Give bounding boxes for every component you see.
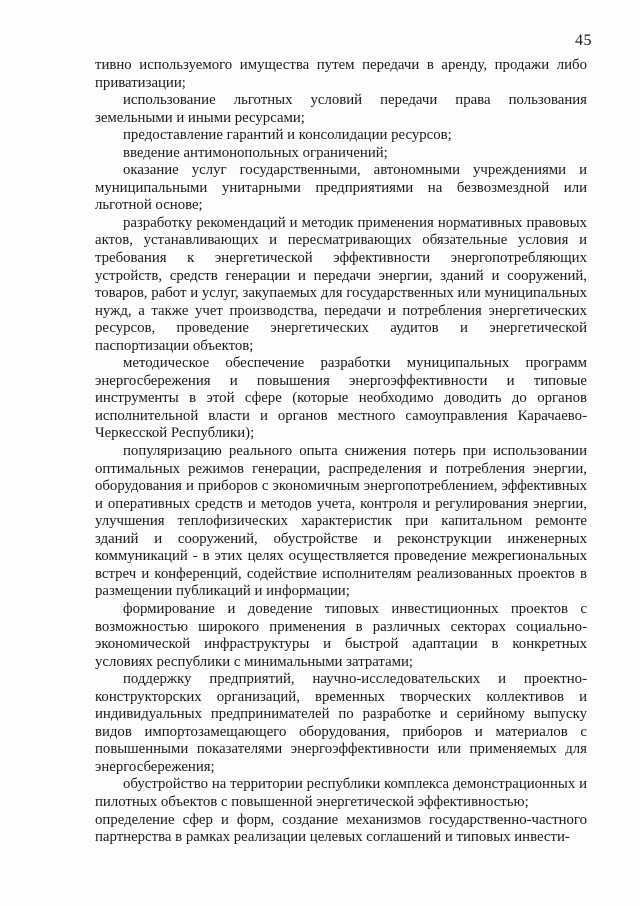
paragraph-popularization: популяризацию реального опыта снижения потерь при использовании оптимальных режимов генерации, распределения и потребления энергии, оборудования и приборов с экономичным энергопотреблением, эффективных и оперативных средств и методов учета, контроля и регулирования энергии, улучшения теплофизических характеристик при капитальном ремонте зданий и сооружений, обустройстве и реконструкции инженерных коммуникаций - в этих целях осуществляется проведение межрегиональных встреч и конференций, содействие исполнителям реализованных проектов в размещении публикаций и информации; [95, 443, 587, 600]
paragraph-land-use-privileges: использование льготных условий передачи права пользования земельными и иными ресурсами; [95, 92, 587, 126]
paragraph-enterprise-support: поддержку предприятий, научно-исследовательских и проектно-конструкторских организаций, временных творческих коллективов и индивидуальных предпринимателей по разработке и серийному выпуску видов импортозамещающего оборудования, приборов и материалов с повышенными показателями энергоэффективности или применяемых для энергосбережения; [95, 671, 587, 775]
paragraph-continuation: тивно используемого имущества путем передачи в аренду, продажи либо приватизации; [95, 57, 587, 91]
paragraph-demonstration-objects: обустройство на территории республики комплекса демонстрационных и пилотных объектов с повышенной энергетической эффективностью; [95, 776, 587, 810]
paragraph-services: оказание услуг государственными, автономными учреждениями и муниципальными унитарными предприятиями на безвозмездной или льготной основе; [95, 162, 587, 214]
paragraph-methodical-support: методическое обеспечение разработки муниципальных программ энергосбережения и повышения энергоэффективности и типовые инструменты в этой сфере (которые необходимо доводить до органов исполнительной власти и органов местного самоуправления Карачаево-Черкесской Республики); [95, 355, 587, 442]
paragraph-antimonopoly: введение антимонопольных ограничений; [123, 144, 388, 161]
document-body [95, 57, 587, 847]
paragraph-recommendations: разработку рекомендаций и методик применения нормативных правовых актов, устанавливающих и пересматривающих обязательные условия и требования к энергетической эффективности энергопотребляющих устройств, средств генерации и передачи энергии, зданий и сооружений, товаров, работ и услуг, закупаемых для государственных или муниципальных нужд, а также учет производства, передачи и потребления энергетических ресурсов, проведение энергетических аудитов и энергетической паспортизации объектов; [95, 214, 587, 354]
paragraph-partnership: определение сфер и форм, создание механизмов государственно-частного партнерства в рамках реализации целевых соглашений и типовых инвести- [95, 811, 587, 846]
paragraph-investment-projects: формирование и доведение типовых инвестиционных проектов с возможностью широкого применения в различных секторах социально-экономической инфраструктуры и быстрой адаптации в конкретных условиях республики с минимальными затратами; [95, 600, 587, 670]
page-number: 45 [575, 32, 592, 49]
paragraph-guarantees: предоставление гарантий и консолидации ресурсов; [123, 127, 452, 144]
